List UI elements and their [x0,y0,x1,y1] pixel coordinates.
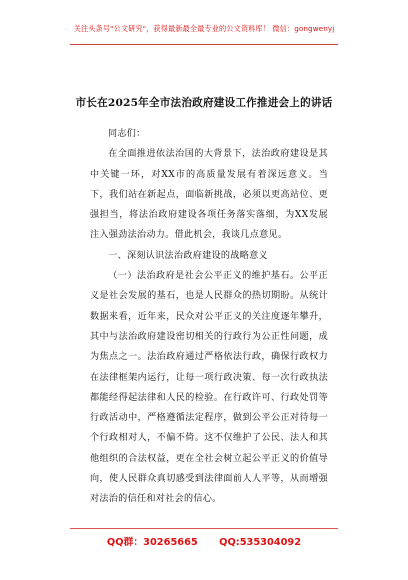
section-heading: 一、深刻认识法治政府建设的战略意义 [108,250,268,261]
footer-divider [70,528,338,529]
document-body [90,124,328,510]
header-banner[interactable]: 关注头条号"公文研究"，获得最新最全最专业的公文资料库！ 微信：gongwenyj [73,24,335,33]
body-paragraph: （一）法治政府是社会公平正义的维护基石。公平正义是社会发展的基石，也是人民群众的热切期盼。从统计数据来看，近年来，民众对公平正义的关注度逐年攀升，其中与法治政府建设密切相关的行政行为公正性问题，成为焦点之一。法治政府通过严格依法行政，确保行政权力在法律框架内运行，让每一项行政决策、每一次行政执法都能经得起法律和人民的检验。在行政许可、行政处罚等行政活动中，严格遵循法定程序，做到公平公正对待每一个行政相对人，不偏不倚。这不仅维护了公民、法人和其他组织的合法权益，更在全社会树立起公平正义的价值导向，使人民群众真切感受到法律面前人人平等，从而增强对法治的信任和对社会的信心。 [90,271,328,505]
header-divider [70,44,338,45]
footer-contact [0,534,408,548]
document-title: 市长在2025年全市法治政府建设工作推进会上的讲话 [75,97,333,109]
intro-paragraph: 在全面推进依法治国的大背景下，法治政府建设是其中关键一环，对XX市的高质量发展有着深远意义。当下，我们站在新起点，面临新挑战，必须以更高站位、更强担当，将法治政府建设各项任务落实落细，为XX发展注入强劲法治动力。借此机会，我谈几点意见。 [90,149,328,241]
salutation: 同志们： [108,129,146,139]
qq-label: QQ:535304092 [219,537,302,548]
qq-group-label: QQ群：30265665 [106,537,198,548]
